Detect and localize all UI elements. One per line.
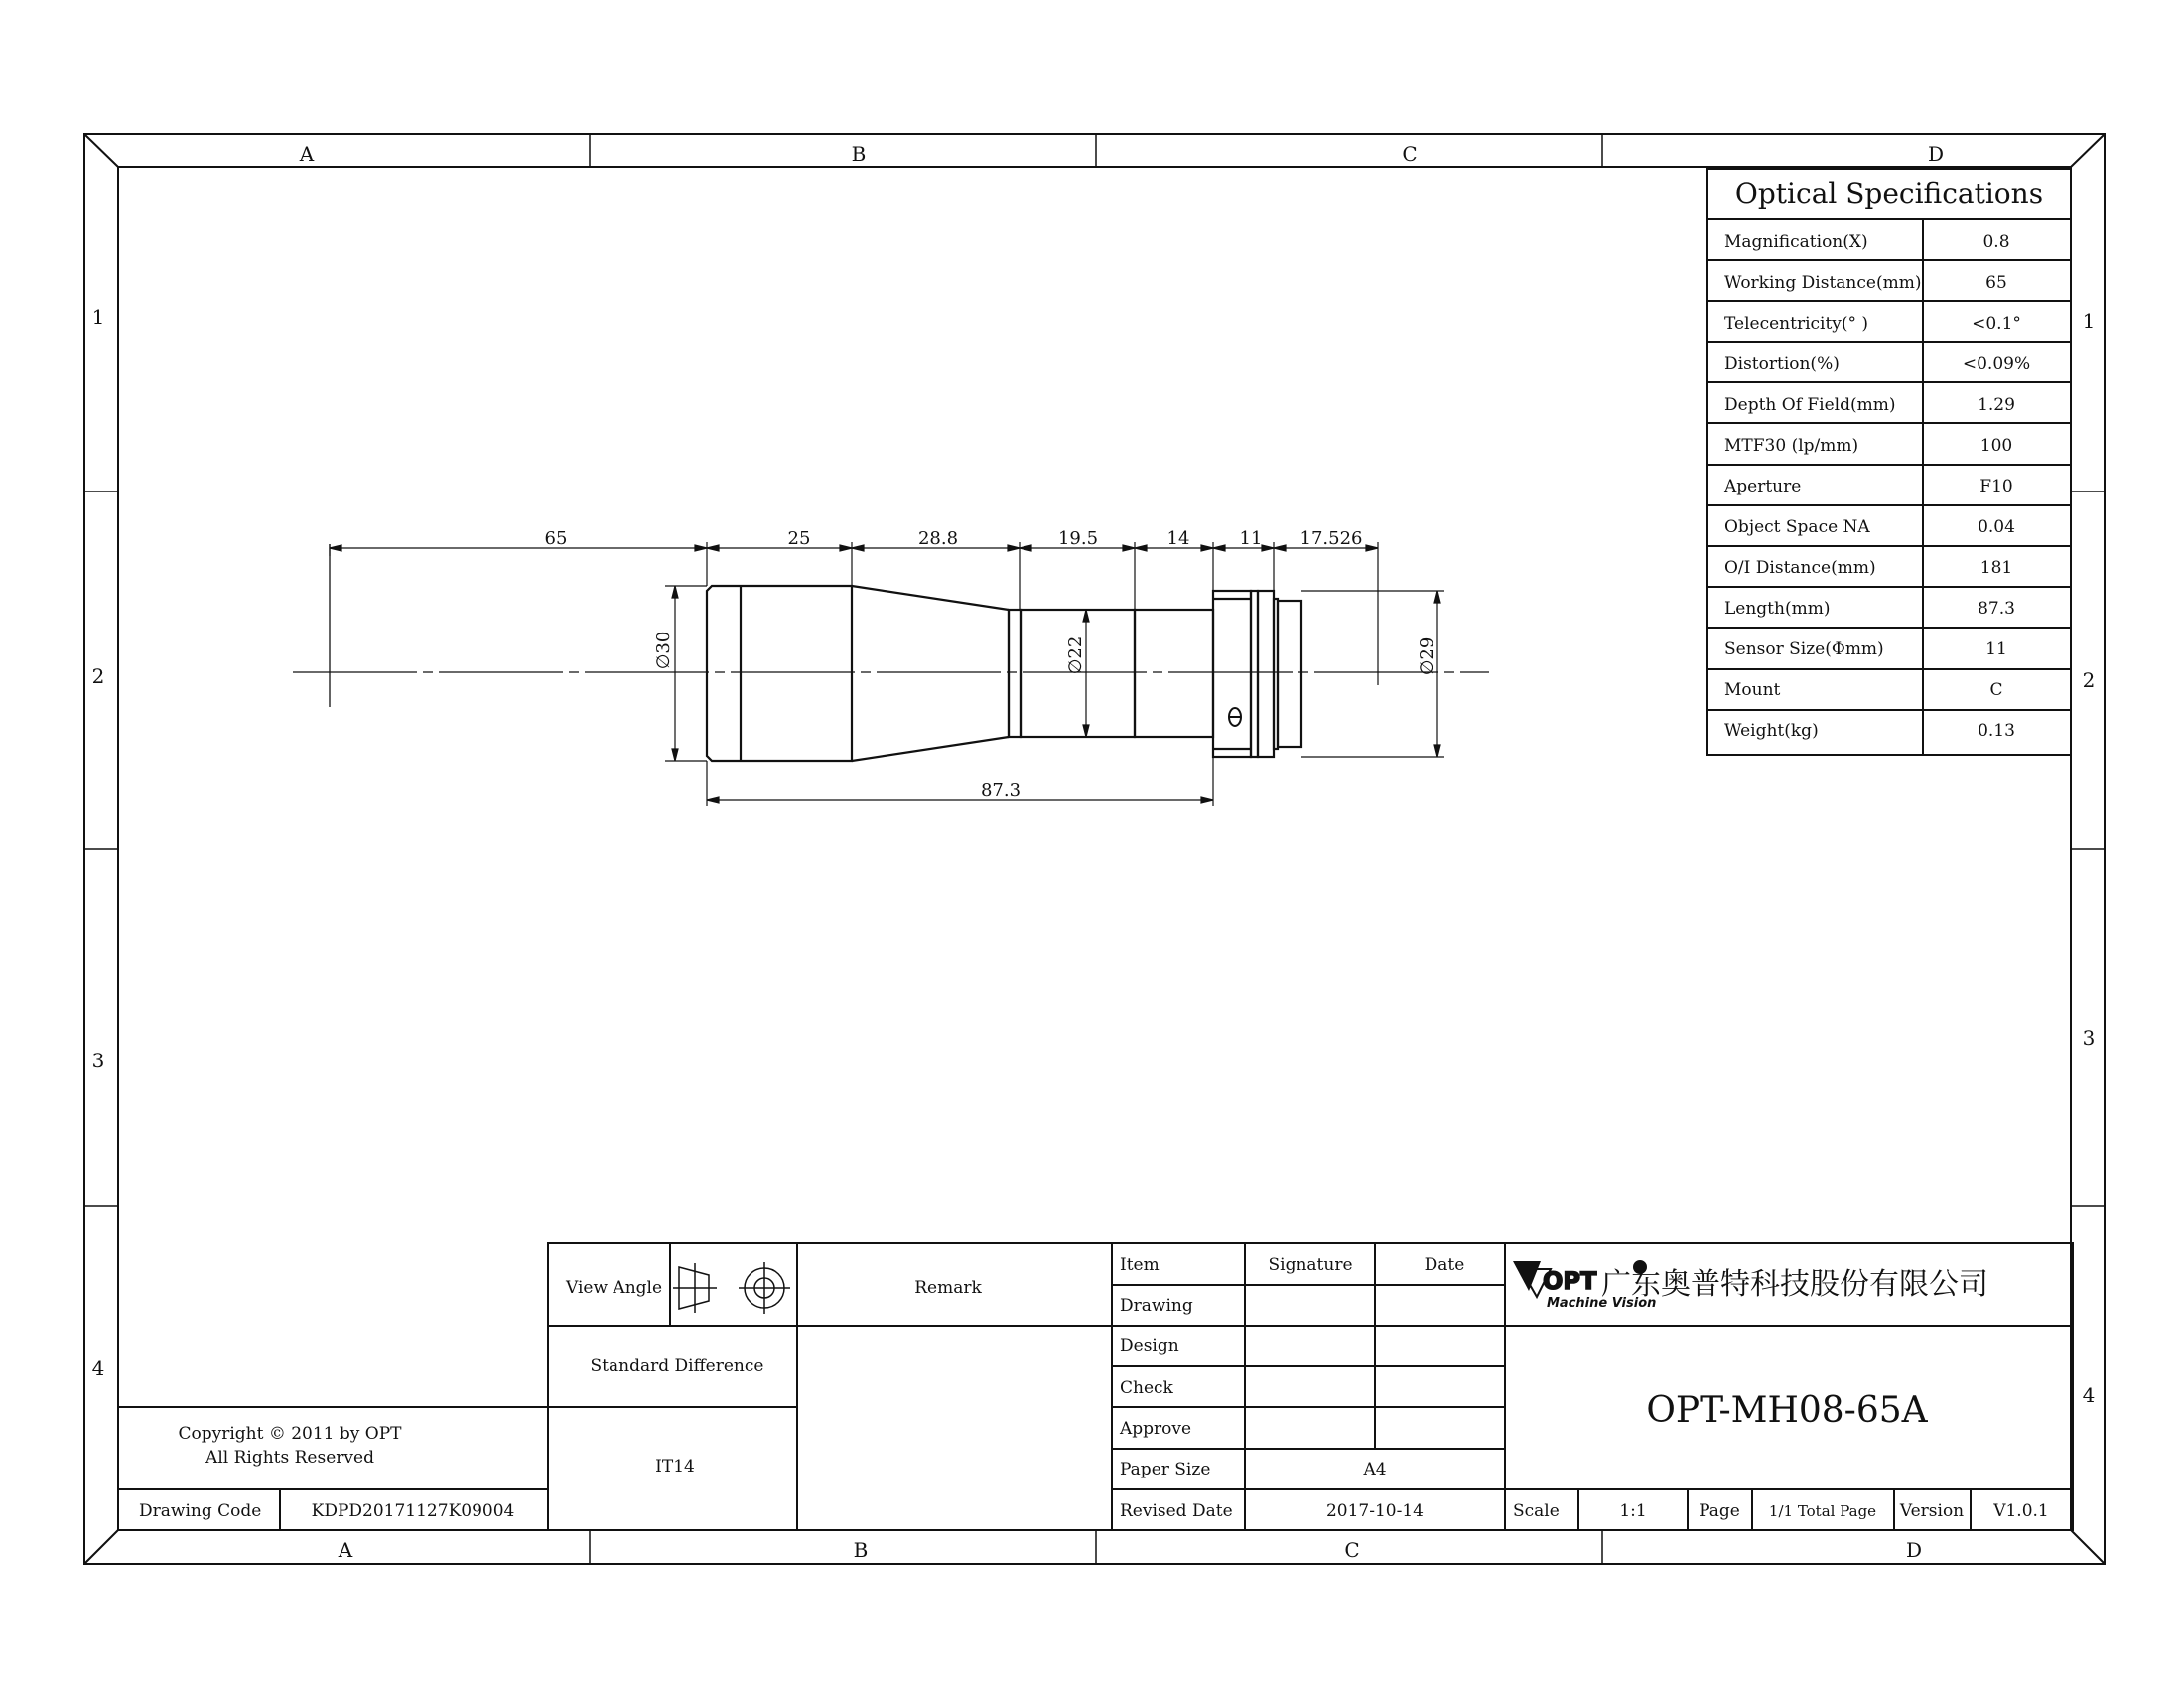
- version-value: V1.0.1: [1993, 1501, 2049, 1521]
- spec-value: 181: [1979, 558, 2013, 578]
- spec-label: Working Distance(mm): [1724, 273, 1922, 293]
- zone-row-4-left: 4: [91, 1356, 105, 1380]
- logo-subtext: Machine Vision: [1547, 1296, 1657, 1311]
- optical-spec-table: [1707, 169, 2071, 755]
- lens-body-outline: [707, 586, 1301, 761]
- zone-col-a-bottom: A: [338, 1538, 353, 1562]
- company-name: 广东奥普特科技股份有限公司: [1601, 1267, 1988, 1302]
- drawing-code-label: Drawing Code: [139, 1501, 262, 1521]
- drawing-label: Drawing: [1120, 1296, 1193, 1316]
- spec-label: MTF30 (lp/mm): [1724, 436, 1859, 456]
- signature-label: Signature: [1268, 1255, 1353, 1275]
- standard-difference-value: IT14: [655, 1457, 695, 1477]
- dim-seg-5: 11: [1239, 528, 1263, 549]
- title-block: [118, 1243, 2073, 1530]
- spec-label: O/I Distance(mm): [1724, 558, 1876, 578]
- spec-value: F10: [1979, 477, 2013, 496]
- revised-date-label: Revised Date: [1120, 1501, 1233, 1521]
- zone-row-2-right: 2: [2082, 668, 2096, 692]
- zone-row-1-left: 1: [91, 305, 105, 329]
- spec-label: Distortion(%): [1724, 354, 1840, 374]
- zone-col-d-top: D: [1927, 142, 1945, 166]
- zone-col-b-top: B: [851, 142, 867, 166]
- paper-size-value: A4: [1363, 1460, 1387, 1479]
- spec-table-title: Optical Specifications: [1734, 177, 2044, 210]
- concentric-circles-icon: [739, 1262, 790, 1314]
- zone-col-d-bottom: D: [1905, 1538, 1923, 1562]
- part-number: OPT-MH08-65A: [1646, 1390, 1928, 1431]
- spec-label: Telecentricity(° ): [1724, 314, 1869, 334]
- zone-row-1-right: 1: [2082, 309, 2096, 333]
- dim-seg-6: 17.526: [1299, 528, 1363, 549]
- dim-seg-2: 28.8: [917, 528, 959, 549]
- spec-label: Object Space NA: [1724, 517, 1870, 537]
- scale-label: Scale: [1513, 1501, 1560, 1521]
- view-angle-label: View Angle: [566, 1278, 663, 1298]
- spec-value: 0.8: [1982, 232, 2010, 252]
- spec-value: 100: [1979, 436, 2013, 456]
- approve-label: Approve: [1120, 1419, 1192, 1439]
- drawing-code-value: KDPD20171127K09004: [311, 1501, 515, 1521]
- scale-value: 1:1: [1619, 1501, 1647, 1521]
- spec-value: 0.13: [1978, 721, 2015, 741]
- design-label: Design: [1120, 1336, 1179, 1356]
- revised-date-value: 2017-10-14: [1325, 1501, 1425, 1521]
- zone-row-4-right: 4: [2082, 1383, 2096, 1407]
- spec-label: Mount: [1724, 680, 1781, 700]
- version-label: Version: [1899, 1501, 1965, 1521]
- remark-label: Remark: [914, 1278, 982, 1298]
- spec-value: 0.04: [1978, 517, 2015, 537]
- spec-label: Depth Of Field(mm): [1724, 395, 1896, 415]
- dim-working-distance: 65: [544, 528, 568, 549]
- first-angle-projection-icon: [673, 1263, 717, 1313]
- dim-seg-1: 25: [787, 528, 811, 549]
- spec-label: Sensor Size(Φmm): [1724, 639, 1884, 659]
- page-label: Page: [1699, 1501, 1740, 1521]
- dim-diameter-mount: ∅29: [1417, 636, 1437, 676]
- dim-total-length: 87.3: [980, 780, 1022, 801]
- zone-row-3-left: 3: [91, 1049, 105, 1072]
- zone-row-3-right: 3: [2082, 1026, 2096, 1050]
- zone-col-c-bottom: C: [1344, 1538, 1360, 1562]
- zone-row-2-left: 2: [91, 664, 105, 688]
- standard-difference-label: Standard Difference: [590, 1356, 764, 1376]
- paper-size-label: Paper Size: [1120, 1460, 1211, 1479]
- page-value: 1/1 Total Page: [1768, 1502, 1877, 1520]
- spec-value: 87.3: [1978, 599, 2015, 619]
- spec-value: 11: [1985, 639, 2007, 659]
- spec-value: <0.09%: [1962, 354, 2031, 374]
- spec-value: C: [1989, 680, 2003, 700]
- spec-label: Magnification(X): [1724, 232, 1868, 252]
- spec-value: 65: [1985, 273, 2007, 293]
- spec-value: <0.1°: [1972, 314, 2021, 334]
- logo-text: OPT: [1543, 1267, 1597, 1295]
- dim-seg-4: 14: [1166, 528, 1190, 549]
- copyright-line-1: Copyright © 2011 by OPT: [178, 1424, 402, 1444]
- zone-col-b-bottom: B: [853, 1538, 869, 1562]
- dim-seg-3: 19.5: [1057, 528, 1099, 549]
- check-label: Check: [1120, 1378, 1173, 1398]
- copyright-line-2: All Rights Reserved: [205, 1448, 374, 1468]
- zone-col-c-top: C: [1402, 142, 1418, 166]
- zone-col-a-top: A: [299, 142, 315, 166]
- date-label: Date: [1424, 1255, 1465, 1275]
- dim-diameter-front: ∅30: [653, 631, 674, 670]
- spec-value: 1.29: [1978, 395, 2015, 415]
- lens-side-view: [293, 528, 1489, 806]
- spec-label: Weight(kg): [1724, 721, 1819, 741]
- dim-diameter-mid: ∅22: [1065, 635, 1086, 675]
- drawing-frame: [84, 134, 2105, 1564]
- item-label: Item: [1120, 1255, 1160, 1275]
- spec-label: Length(mm): [1724, 599, 1831, 619]
- spec-label: Aperture: [1724, 477, 1802, 496]
